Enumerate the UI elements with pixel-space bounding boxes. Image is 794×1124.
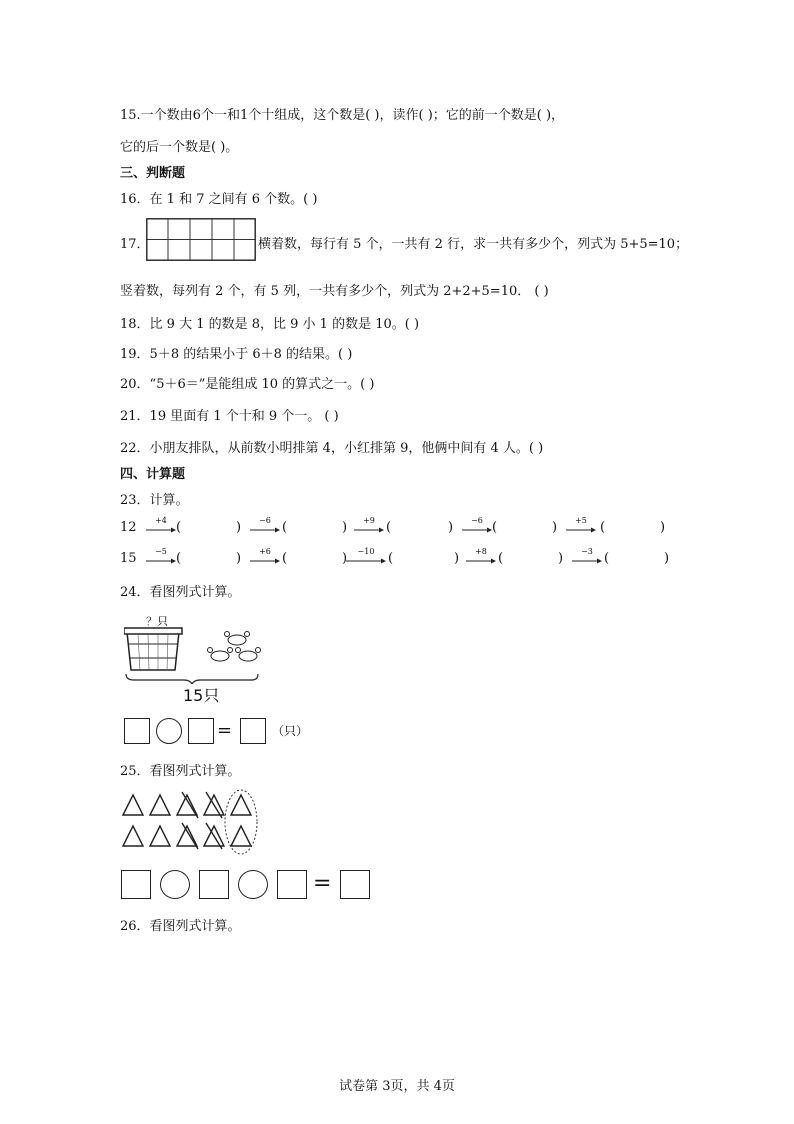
answer-paren-close: ) — [236, 520, 242, 535]
chain-arrow — [462, 518, 492, 540]
chain-arrow — [250, 549, 280, 571]
chain-arrow — [572, 549, 602, 571]
chain-arrow — [466, 549, 496, 571]
section-calc-title: 四、计算题 — [120, 467, 186, 482]
arrow-icon — [572, 557, 602, 565]
operator-circle[interactable] — [156, 718, 182, 744]
q22-text: 22．小朋友排队，从前数小明排第 4，小红排第 9，他俩中间有 4 人。( ) — [120, 441, 544, 456]
answer-box[interactable] — [199, 870, 229, 899]
q23-title: 23．计算。 — [120, 493, 189, 508]
arrow-icon — [250, 557, 280, 565]
q16-text: 16．在 1 和 7 之间有 6 个数。( ) — [120, 192, 318, 207]
q17-text-line2: 竖着数，每列有 2 个，有 5 列，一共有多少个，列式为 2+2+5=10． ( ) — [120, 284, 549, 299]
chain-op-label: +8 — [475, 547, 487, 556]
answer-paren-close: ) — [558, 551, 564, 566]
arrow-icon — [462, 526, 492, 534]
q17-number: 17． — [120, 237, 150, 252]
q24-title: 24．看图列式计算。 — [120, 585, 241, 600]
chain-op-label: +9 — [363, 516, 375, 525]
q25-title: 25．看图列式计算。 — [120, 764, 241, 779]
q21-text: 21．19 里面有 1 个十和 9 个一。 ( ) — [120, 409, 339, 424]
q18-text: 18．比 9 大 1 的数是 8，比 9 小 1 的数是 10。( ) — [120, 317, 420, 332]
section-judgement-title: 三、判断题 — [120, 166, 186, 181]
chain-op-label: +6 — [259, 547, 271, 556]
answer-box[interactable] — [121, 870, 151, 899]
chain-arrow — [566, 518, 596, 540]
answer-paren-open: ( — [176, 551, 182, 566]
answer-box[interactable] — [340, 870, 370, 899]
chain-start-value: 12 — [120, 520, 137, 535]
page-footer: 试卷第 3页，共 4页 — [339, 1079, 455, 1094]
answer-paren-open: ( — [176, 520, 182, 535]
chain-op-label: −6 — [259, 516, 271, 525]
answer-paren-close: ) — [236, 551, 242, 566]
answer-box[interactable] — [188, 718, 214, 744]
answer-paren-open: ( — [388, 551, 394, 566]
q15-line1: 15.一个数由6个一和1个十组成，这个数是( )，读作( )；它的前一个数是( )， — [120, 108, 565, 123]
q19-text: 19．5＋8 的结果小于 6＋8 的结果。( ) — [120, 347, 353, 362]
answer-paren-open: ( — [282, 551, 288, 566]
unit-label: （只） — [272, 724, 309, 738]
chain-op-label: −3 — [581, 547, 593, 556]
answer-paren-close: ) — [454, 551, 460, 566]
chain-arrow — [346, 549, 386, 571]
q26-title: 26．看图列式计算。 — [120, 919, 241, 934]
answer-paren-close: ) — [664, 551, 670, 566]
arrow-icon — [354, 526, 384, 534]
arrow-icon — [146, 557, 176, 565]
answer-paren-open: ( — [386, 520, 392, 535]
answer-box[interactable] — [124, 718, 150, 744]
answer-paren-close: ) — [448, 520, 454, 535]
answer-paren-close: ) — [552, 520, 558, 535]
arrow-icon — [466, 557, 496, 565]
chain-arrow — [354, 518, 384, 540]
q17-text-line1: 横着数，每行有 5 个，一共有 2 行，求一共有多少个，列式为 5+5=10； — [258, 237, 689, 252]
answer-paren-open: ( — [282, 520, 288, 535]
q17-grid — [146, 218, 256, 261]
operator-circle[interactable] — [160, 870, 190, 899]
operator-circle[interactable] — [238, 870, 268, 899]
bucket-crabs-illustration — [124, 622, 264, 684]
answer-paren-open: ( — [498, 551, 504, 566]
total-label: 15只 — [183, 686, 220, 705]
answer-paren-open: ( — [600, 520, 606, 535]
chain-arrow — [250, 518, 280, 540]
arrow-icon — [346, 557, 386, 565]
answer-paren-close: ) — [342, 520, 348, 535]
answer-paren-open: ( — [604, 551, 610, 566]
equals-sign: = — [313, 871, 332, 896]
chain-op-label: +4 — [155, 516, 167, 525]
answer-paren-close: ) — [660, 520, 666, 535]
answer-box[interactable] — [240, 718, 266, 744]
chain-op-label: −10 — [357, 547, 375, 556]
equals-sign: = — [217, 720, 233, 741]
bucket-label: ？只 — [146, 615, 168, 628]
chain-start-value: 15 — [120, 551, 137, 566]
arrow-icon — [250, 526, 280, 534]
arrow-icon — [566, 526, 596, 534]
answer-box[interactable] — [277, 870, 307, 899]
chain-arrow — [146, 549, 176, 571]
answer-paren-open: ( — [492, 520, 498, 535]
chain-op-label: −5 — [155, 547, 167, 556]
q15-line2: 它的后一个数是( )。 — [120, 140, 239, 155]
chain-op-label: −6 — [471, 516, 483, 525]
chain-op-label: +5 — [575, 516, 587, 525]
answer-paren-close: ) — [342, 551, 348, 566]
arrow-icon — [146, 526, 176, 534]
q20-text: 20．“5＋6＝”是能组成 10 的算式之一。( ) — [120, 377, 375, 392]
chain-arrow — [146, 518, 176, 540]
triangles-illustration — [120, 788, 270, 856]
